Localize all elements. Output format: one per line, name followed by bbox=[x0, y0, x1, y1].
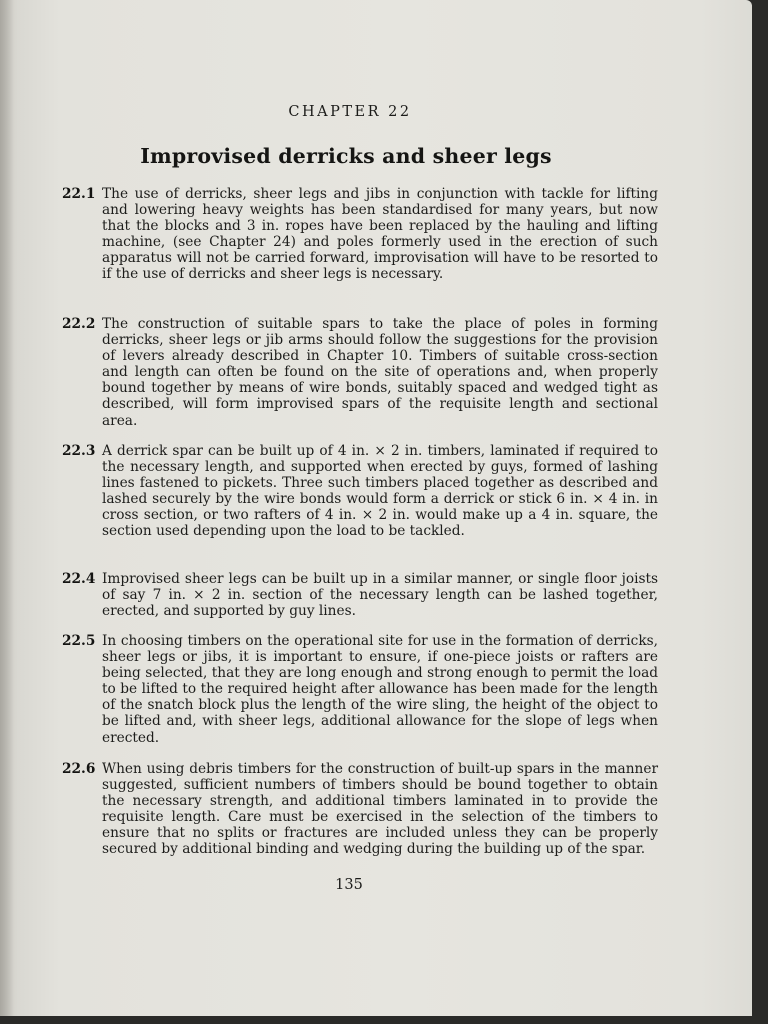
paragraph-22-4 bbox=[62, 571, 658, 619]
paragraph-22-1 bbox=[62, 186, 658, 283]
paragraph-number: 22.5 bbox=[62, 633, 96, 649]
paragraph-22-2 bbox=[62, 316, 658, 429]
paragraph-text: A derrick spar can be built up of 4 in. × 2 in. timbers, laminated if required to the necessary length, and supported when erected by guys, formed of lashing lines fastened to pickets. Three such timbers placed together as described and lashed securely by the wire bonds would form a derrick or stick 6 in. × 4 in. in cross section, or two rafters of 4 in. × 2 in. would make up a 4 in. square, the section used depending upon the load to be tackled. bbox=[102, 443, 658, 540]
chapter-label: CHAPTER 22 bbox=[288, 104, 412, 120]
paragraph-number: 22.3 bbox=[62, 443, 96, 459]
paragraph-text: Improvised sheer legs can be built up in a similar manner, or single floor joists of say 7 in. × 2 in. section of the necessary length can be lashed together, erected, and supported by guy lines. bbox=[102, 571, 658, 620]
paragraph-number: 22.6 bbox=[62, 761, 96, 777]
chapter-title: Improvised derricks and sheer legs bbox=[140, 144, 552, 168]
paragraph-text: In choosing timbers on the operational site for use in the formation of derricks, sheer legs or jibs, it is important to ensure, if one-piece joists or rafters are being selected, that they are long enough and strong enough to permit the load to be lifted to the required height after allowance has been made for the length of the snatch block plus the length of the wire sling, the height of the object to be lifted and, with sheer legs, additional allowance for the slope of legs when erected. bbox=[102, 633, 658, 746]
page-number: 135 bbox=[335, 877, 363, 893]
paragraph-22-6 bbox=[62, 761, 658, 858]
paragraph-number: 22.1 bbox=[62, 186, 96, 202]
paragraph-number: 22.2 bbox=[62, 316, 96, 332]
paragraph-text: The construction of suitable spars to take the place of poles in forming derricks, sheer legs or jib arms should follow the suggestions for the provision of levers already described in Chapter 10. Timbers of suitable cross-section and length can often be found on the site of operations and, when properly bound together by means of wire bonds, suitably spaced and wedged tight as described, will form improvised spars of the requisite length and sectional area. bbox=[102, 316, 658, 429]
paragraph-number: 22.4 bbox=[62, 571, 96, 587]
paragraph-text: The use of derricks, sheer legs and jibs in conjunction with tackle for lifting and lowering heavy weights has been standardised for many years, but now that the blocks and 3 in. ropes have been replaced by the hauling and lifting machine, (see Chapter 24) and poles formerly used in the erection of such apparatus will not be carried forward, improvisation will have to be resorted to if the use of derricks and sheer legs is necessary. bbox=[102, 186, 658, 283]
paragraph-22-3 bbox=[62, 443, 658, 540]
paragraph-22-5 bbox=[62, 633, 658, 746]
paragraph-text: When using debris timbers for the construction of built-up spars in the manner suggested, sufficient numbers of timbers should be bound together to obtain the necessary strength, and additional timbers laminated in to provide the requisite length. Care must be exercised in the selection of the timbers to ensure that no splits or fractures are included unless they can be properly secured by additional binding and wedging during the building up of the spar. bbox=[102, 761, 658, 858]
